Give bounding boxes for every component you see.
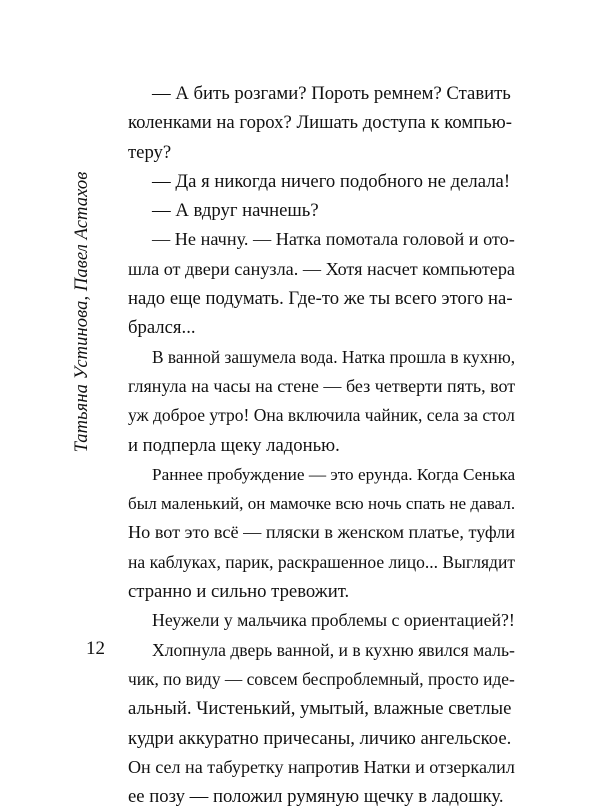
text-line: — А вдруг начнешь? (152, 200, 319, 222)
text-line: коленками на горох? Лишать доступа к компью- (128, 112, 512, 134)
text-line: кудри аккуратно причесаны, личико ангельское. (128, 727, 512, 749)
text-line: Раннее пробуждение — это ерунда. Когда Сенька (152, 464, 516, 484)
paragraph (128, 460, 515, 606)
paragraph (128, 343, 515, 460)
text-line: и подперла щеку ладонью. (128, 434, 340, 456)
text-line: — Да я никогда ничего подобного не делала! (152, 170, 511, 192)
page-text (128, 79, 515, 811)
text-line: — Не начну. — Натка помотала головой и ото- (152, 229, 515, 250)
text-line: странно и сильно тревожит. (128, 581, 350, 603)
text-line: — А бить розгами? Пороть ремнем? Ставить (152, 83, 511, 104)
paragraph (128, 167, 515, 196)
paragraph (128, 79, 515, 167)
page-number: 12 (86, 638, 105, 659)
running-head: Татьяна Устинова, Павел Астахов (72, 171, 92, 453)
text-line: В ванной зашумела вода. Натка прошла в кухню, (152, 347, 516, 367)
text-line: надо еще подумать. Где-то же ты всего этого на- (128, 288, 513, 310)
text-line: Он сел на табуретку напротив Натки и отзеркалил (128, 756, 515, 777)
text-line: Неужели у мальчика проблемы с ориентацией?! (152, 610, 515, 631)
paragraph (128, 225, 515, 342)
text-line: на каблуках, парик, раскрашенное лицо... Выглядит (128, 551, 516, 572)
text-line: чик, по виду — совсем беспроблемный, просто иде- (128, 669, 515, 689)
paragraph (128, 196, 515, 225)
text-line: глянула на часы на стене — без четверти пять, вот (128, 375, 516, 396)
text-line: ее позу — положил румяную щечку в ладошку. (128, 786, 504, 808)
text-line: теру? (128, 141, 172, 163)
text-line: Но вот это всё — пляски в женском платье, туфли (128, 522, 516, 543)
text-line: Хлопнула дверь ванной, и в кухню явился маль- (152, 639, 515, 660)
text-line: шла от двери санузла. — Хотя насчет компьютера (128, 258, 516, 279)
text-line: альный. Чистенький, умытый, влажные светлые (128, 698, 512, 720)
paragraph (128, 636, 515, 811)
paragraph (128, 606, 515, 635)
text-line: был маленький, он мамочке всю ночь спать не давал. (128, 494, 516, 514)
text-line: брался... (128, 317, 196, 339)
text-line: уж доброе утро! Она включила чайник, села за стол (128, 405, 515, 426)
